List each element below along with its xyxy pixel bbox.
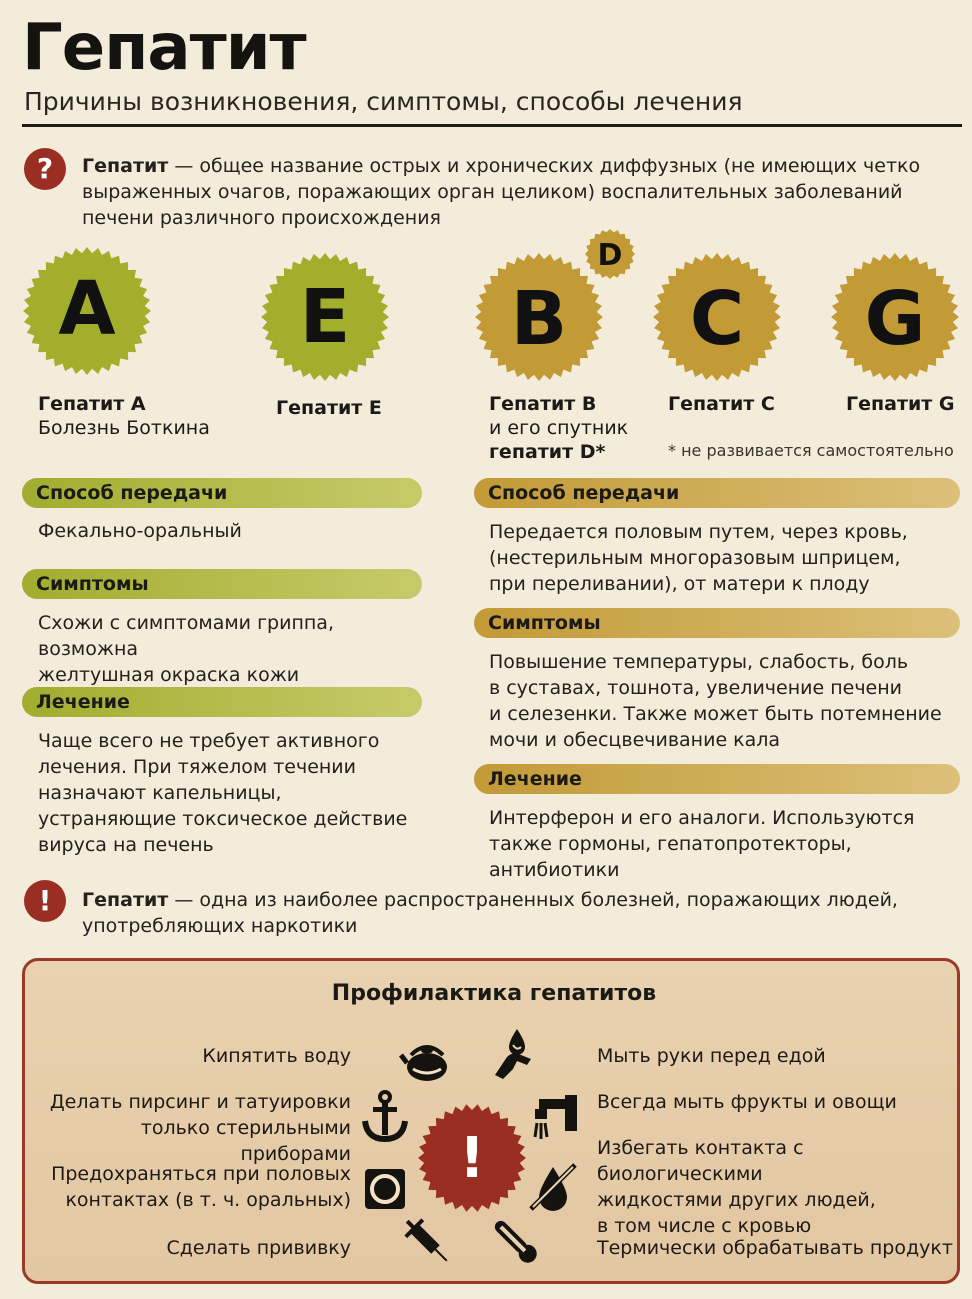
prevention-right-4 [597,1235,957,1261]
virus-name-b: Гепатит B [489,393,597,415]
warning-term: Гепатит [82,889,169,911]
prevention-right-4-line1: Термически обрабатывать продукт [597,1237,953,1259]
left-symptoms-line-1: Схожи с симптомами гриппа, возможна [38,612,334,660]
virus-name-a: Гепатит A [38,393,146,415]
left-treatment-line-4: устраняющие токсическое действие [38,808,408,830]
badge-hepatitis-g [830,252,960,382]
right-treatment-header: Лечение [474,764,960,794]
prevention-right-3-line1: Избегать контакта с биологическими [597,1137,804,1185]
question-icon: ? [24,148,66,190]
virus-name-c: Гепатит C [668,393,775,415]
faucet-icon [525,1089,581,1145]
prevention-right-3 [597,1135,957,1239]
prevention-left-2 [39,1089,351,1167]
virus-name-g: Гепатит G [846,393,955,415]
badge-letter-e: E [299,274,351,360]
warning-text-1: — одна из наиболее распространенных болезней, поражающих людей, [168,889,898,911]
right-symptoms-header: Симптомы [474,608,960,638]
left-treatment-header: Лечение [22,687,422,717]
right-transmission-line-1: Передается половым путем, через кровь, [489,521,908,543]
left-treatment-line-5: вируса на печень [38,834,214,856]
right-transmission-text [489,519,959,597]
left-symptoms-line-2: желтушная окраска кожи [38,664,300,686]
hand-wash-icon [487,1025,543,1081]
virus-label-c [668,392,775,416]
intro-paragraph [82,153,962,231]
prevention-right-3-line2: жидкостями других людей, [597,1189,876,1211]
badge-letter-g: G [864,276,926,362]
prevention-left-2-line2: только стерильными приборами [140,1117,351,1165]
prevention-left-3-line2: контактах (в т. ч. оральных) [65,1189,351,1211]
virus-label-g [846,392,955,416]
left-transmission-text: Фекально-оральный [38,520,242,542]
thermometer-icon [487,1213,543,1269]
badge-seal-e [260,252,390,382]
badge-seal-d [584,228,636,280]
right-treatment-text [489,805,959,883]
intro-text-3: печени различного происхождения [82,207,441,229]
virus-label-b [489,392,628,464]
prevention-right-2 [597,1089,957,1115]
alert-seal-icon [417,1103,527,1213]
badge-seal-c [652,252,782,382]
left-treatment-line-3: назначают капельницы, [38,782,282,804]
left-treatment-line-1: Чаще всего не требует активного [38,730,380,752]
footnote: * не развивается самостоятельно [668,441,954,460]
virus-label-e [276,396,382,420]
warning-paragraph [82,887,962,939]
right-symptoms-line-4: мочи и обесцвечивание кала [489,729,781,751]
virus-sub-a: Болезнь Боткина [38,417,210,439]
badge-hepatitis-d [584,228,636,280]
prevention-left-2-line1: Делать пирсинг и татуировки [49,1091,351,1113]
warning-text-2: употребляющих наркотики [82,915,358,937]
left-symptoms-text [38,610,422,688]
badge-letter-b: B [510,276,568,362]
prevention-left-1-line1: Кипятить воду [202,1045,351,1067]
badge-hepatitis-c [652,252,782,382]
prevention-right-3-line3: в том числе с кровью [597,1215,812,1237]
prevention-box [22,958,960,1284]
right-transmission-line-2: (нестерильным многоразовым шприцем, [489,547,901,569]
right-symptoms-text [489,649,959,753]
virus-name-e: Гепатит E [276,397,382,419]
left-treatment-text [38,728,422,858]
prevention-center-seal [417,1103,527,1213]
page-title: Гепатит [22,11,306,85]
prevention-left-3 [39,1161,351,1213]
badge-hepatitis-a [22,246,152,376]
exclamation-icon: ! [24,880,66,922]
prevention-left-4-line1: Сделать прививку [166,1237,351,1259]
intro-text-2: выраженных очагов, поражающих орган целиком) воспалительных заболеваний [82,181,903,203]
virus-label-a [38,392,210,440]
badge-seal-a [22,246,152,376]
prevention-right-2-line1: Всегда мыть фрукты и овощи [597,1091,897,1113]
virus-sub-b: и его спутник [489,417,629,439]
prevention-left-4 [39,1235,351,1261]
right-treatment-line-1: Интерферон и его аналоги. Используются [489,807,915,829]
right-symptoms-line-2: в суставах, тошнота, увеличение печени [489,677,902,699]
syringe-icon [399,1213,455,1269]
right-symptoms-line-1: Повышение температуры, слабость, боль [489,651,909,673]
left-transmission-header: Способ передачи [22,478,422,508]
alert-seal-glyph: ! [459,1126,485,1191]
badge-letter-a: A [58,266,116,352]
kettle-icon [399,1033,455,1089]
header-divider [22,124,962,127]
left-symptoms-header: Симптомы [22,569,422,599]
badge-seal-g [830,252,960,382]
prevention-left-3-line1: Предохраняться при половых [51,1163,351,1185]
intro-term: Гепатит [82,155,169,177]
page-subtitle: Причины возникновения, симптомы, способы лечения [24,87,743,116]
prevention-left-1 [39,1043,351,1069]
prevention-right-1-line1: Мыть руки перед едой [597,1045,826,1067]
badge-letter-d: D [597,238,623,273]
right-treatment-line-2: также гормоны, гепатопротекторы, антибиотики [489,833,852,881]
no-drop-icon [525,1159,581,1215]
right-symptoms-line-3: и селезенки. Также может быть потемнение [489,703,942,725]
left-treatment-line-2: лечения. При тяжелом течении [38,756,356,778]
intro-text-1: — общее название острых и хронических диффузных (не имеющих четко [168,155,921,177]
prevention-right-1 [597,1043,957,1069]
prevention-title: Профилактика гепатитов [331,981,657,1006]
badge-letter-c: C [689,276,745,362]
right-transmission-line-3: при переливании), от матери к плоду [489,573,870,595]
condom-icon [357,1161,413,1217]
badge-hepatitis-e [260,252,390,382]
anchor-icon [357,1089,413,1145]
right-transmission-header: Способ передачи [474,478,960,508]
virus-sub2-b: гепатит D* [489,441,606,463]
